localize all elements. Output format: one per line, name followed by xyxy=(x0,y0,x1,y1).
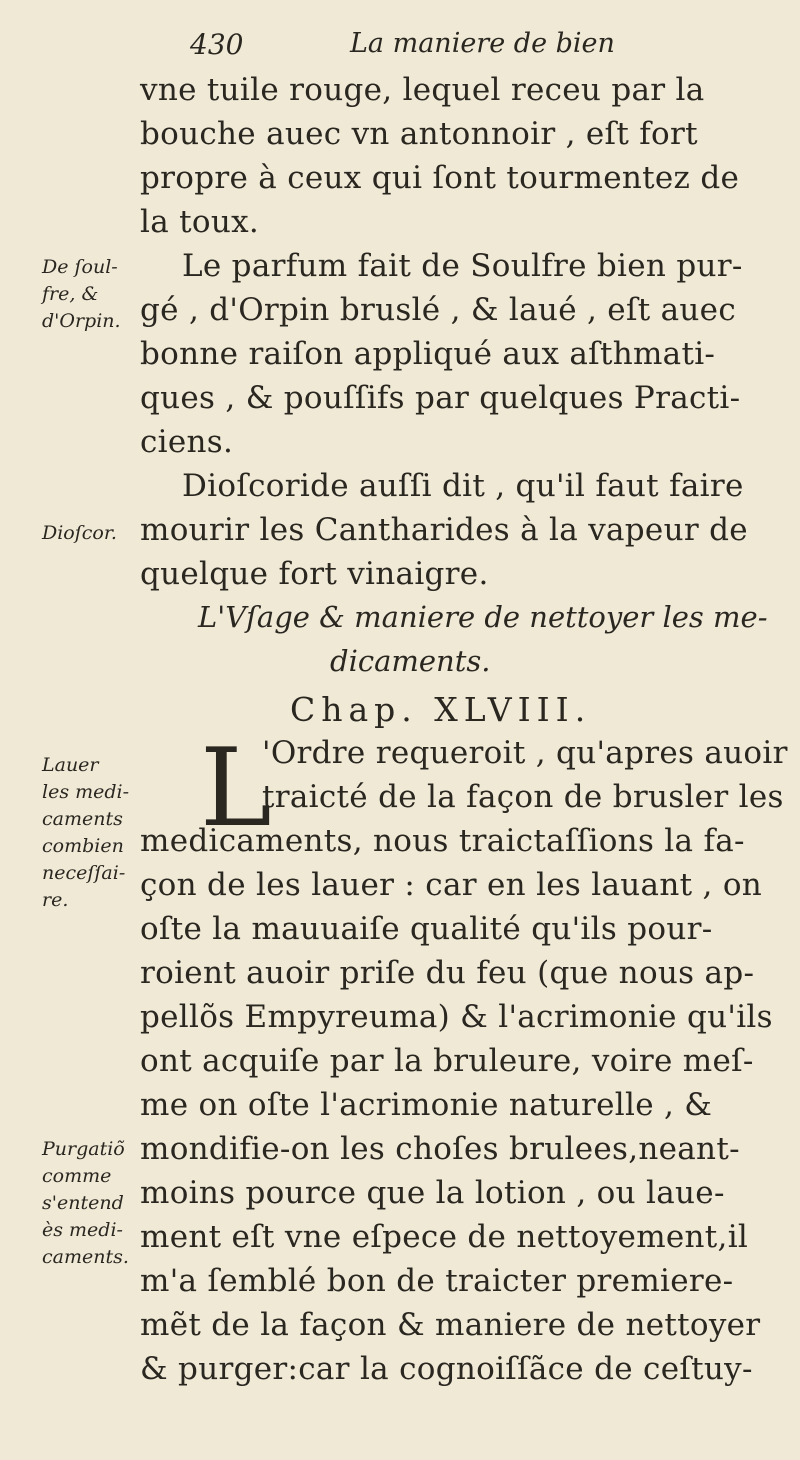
text-line: & purger:car la cognoiſſãce de ceſtuy- xyxy=(140,1351,753,1387)
text-line: mourir les Cantharides à la vapeur de xyxy=(140,512,748,548)
text-line: vne tuile rouge, lequel receu par la xyxy=(140,72,705,108)
margin-line: s'entend xyxy=(42,1192,124,1214)
text-line: mondifie-on les choſes brulees,neant- xyxy=(140,1131,740,1167)
text-line: gé , d'Orpin bruslé , & laué , eſt auec xyxy=(140,292,736,328)
text-line: oſte la mauuaiſe qualité qu'ils pour- xyxy=(140,911,713,947)
margin-line: Dioſcor. xyxy=(42,522,117,544)
text-line: 'Ordre requeroit , qu'apres auoir xyxy=(262,735,788,771)
drop-cap: L xyxy=(200,726,272,851)
text-line: bouche auec vn antonnoir , eſt fort xyxy=(140,116,698,152)
text-line: me on oſte l'acrimonie naturelle , & xyxy=(140,1087,713,1123)
chapter-heading: Chap. XLVIII. xyxy=(290,690,592,729)
page-header xyxy=(0,28,800,68)
text-line: la toux. xyxy=(140,204,260,240)
margin-line: Lauer xyxy=(42,754,99,776)
margin-line: neceſſai- xyxy=(42,862,126,884)
section-title: dicaments. xyxy=(330,644,491,678)
margin-line: caments xyxy=(42,808,123,830)
running-title: La maniere de bien xyxy=(350,28,615,59)
text-line: quelque fort vinaigre. xyxy=(140,556,489,592)
margin-line: d'Orpin. xyxy=(42,310,121,332)
text-line: m'a ſemblé bon de traicter premiere- xyxy=(140,1263,734,1299)
text-line: çon de les lauer : car en les lauant , on xyxy=(140,867,763,903)
margin-note-soulfre xyxy=(42,254,142,335)
text-line: bonne raiſon appliqué aux aſthmati- xyxy=(140,336,716,372)
text-line: moins pource que la lotion , ou laue- xyxy=(140,1175,725,1211)
text-line: ont acquiſe par la bruleure, voire meſ- xyxy=(140,1043,754,1079)
margin-line: fre, & xyxy=(42,283,99,305)
text-line: roient auoir priſe du feu (que nous ap- xyxy=(140,955,755,991)
text-line: pellõs Empyreuma) & l'acrimonie qu'ils xyxy=(140,999,773,1035)
section-title: L'Vſage & maniere de nettoyer les me- xyxy=(198,600,768,634)
text-line: Dioſcoride auſſi dit , qu'il faut faire xyxy=(182,468,744,504)
margin-line: Purgatiõ xyxy=(42,1138,125,1160)
text-line: traicté de la façon de brusler les xyxy=(262,779,784,815)
margin-line: comme xyxy=(42,1165,112,1187)
page-number: 430 xyxy=(190,28,244,61)
text-line: ques , & pouſſifs par quelques Practi- xyxy=(140,380,741,416)
text-line: mẽt de la façon & maniere de nettoyer xyxy=(140,1307,761,1343)
margin-line: combien xyxy=(42,835,124,857)
text-line: propre à ceux qui ſont tourmentez de xyxy=(140,160,740,196)
margin-line: ès medi- xyxy=(42,1219,123,1241)
margin-line: re. xyxy=(42,889,69,911)
margin-line: caments. xyxy=(42,1246,129,1268)
text-line: ciens. xyxy=(140,424,234,460)
margin-line: les medi- xyxy=(42,781,130,803)
margin-note-dioscor xyxy=(42,520,142,547)
margin-note-lauer xyxy=(42,752,142,914)
margin-line: De ſoul- xyxy=(42,256,118,278)
text-line: ment eſt vne eſpece de nettoyement,il xyxy=(140,1219,749,1255)
text-line: medicaments, nous traictaſſions la fa- xyxy=(140,823,745,859)
margin-note-purgatio xyxy=(42,1136,142,1271)
text-line: Le parfum fait de Soulfre bien pur- xyxy=(182,248,743,284)
